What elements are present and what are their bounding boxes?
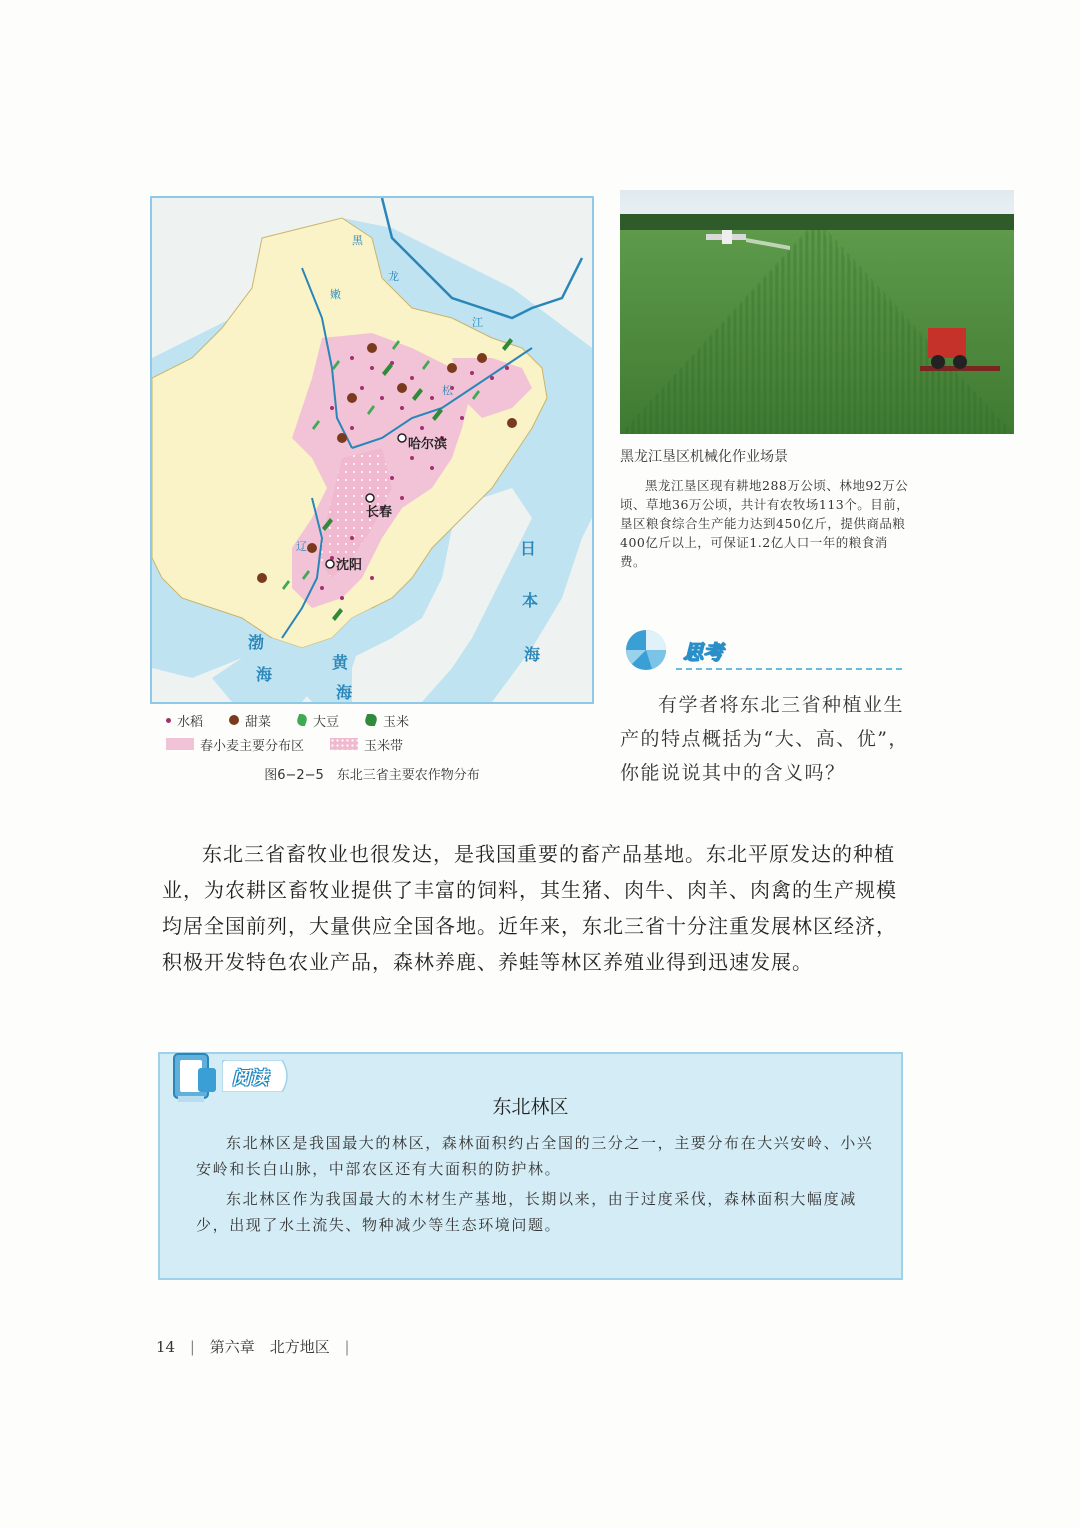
photo-caption: 黑龙江垦区机械化作业场景 xyxy=(620,449,788,465)
legend-soybean-label: 大豆 xyxy=(313,714,340,730)
legend-row-2 xyxy=(166,732,596,756)
legend-soybean xyxy=(297,711,339,730)
changchun-marker xyxy=(366,494,374,502)
huanghai-label-1: 黄 xyxy=(332,653,349,672)
legend-wheat-label: 春小麦主要分布区 xyxy=(200,738,305,754)
heilongjiang-label-3: 江 xyxy=(472,316,483,329)
shenyang-label: 沈阳 xyxy=(336,558,363,573)
legend-corn-label: 玉米 xyxy=(383,714,410,730)
think-question: 有学者将东北三省种植业生产的特点概括为“大、高、优”，你能说说其中的含义吗？ xyxy=(620,694,909,784)
legend-wheat-area xyxy=(166,735,304,754)
japan-sea-label-3: 海 xyxy=(524,645,541,664)
japan-sea-label-2: 本 xyxy=(522,591,539,610)
soybean-leaf-icon xyxy=(295,714,309,726)
farm-photo-graphic xyxy=(620,190,1014,434)
photo-description: 黑龙江垦区现有耕地288万公顷、林地92万公顷、草地36万公顷，共计有农牧场113个。目前，垦区粮食综合生产能力达到450亿斤，提供商品粮400亿斤以上，可保证1.2亿人口一年的粮食消费。 xyxy=(620,478,910,569)
harbin-marker xyxy=(398,434,406,442)
think-pie-icon xyxy=(622,626,670,674)
songhuajiang-label: 松 xyxy=(442,384,453,397)
corn-leaf-icon xyxy=(363,714,379,726)
map-legend xyxy=(166,708,596,762)
heilongjiang-label-2: 龙 xyxy=(388,270,399,283)
reading-paragraph-2: 东北林区作为我国最大的木材生产基地，长期以来，由于过度采伐，森林面积大幅度减少，出现了水土流失、物种减少等生态环境问题。 xyxy=(196,1190,857,1234)
map-caption: 图6−2−5 东北三省主要农作物分布 xyxy=(264,768,480,783)
page-footer xyxy=(156,1336,360,1357)
legend-beet xyxy=(229,711,271,730)
legend-corn-belt xyxy=(330,735,403,754)
liaohe-label: 辽 xyxy=(296,540,307,553)
footer-separator-left: | xyxy=(189,1338,195,1356)
legend-rice-label: 水稻 xyxy=(177,714,204,730)
harbin-label: 哈尔滨 xyxy=(408,437,448,452)
tractor-icon xyxy=(928,328,966,358)
legend-corn xyxy=(365,711,409,730)
reading-paragraph-1: 东北林区是我国最大的林区，森林面积约占全国的三分之一，主要分布在大兴安岭、小兴安岭和长白山脉，中部农区还有大面积的防护林。 xyxy=(196,1134,874,1178)
reading-tab-label: 阅读 xyxy=(232,1068,268,1089)
think-divider xyxy=(676,668,902,670)
shenyang-marker xyxy=(326,560,334,568)
japan-sea-label-1: 日 xyxy=(520,539,537,558)
huanghai-label-2: 海 xyxy=(336,683,353,702)
farm-photo xyxy=(620,190,1014,434)
legend-row-1 xyxy=(166,708,596,732)
bohai-label-1: 渤 xyxy=(248,633,265,652)
corn-belt-swatch xyxy=(330,738,358,750)
think-title: 思考 xyxy=(683,640,723,664)
legend-beet-label: 甜菜 xyxy=(245,714,272,730)
bohai-label-2: 海 xyxy=(256,665,273,684)
chapter-title: 第六章 北方地区 xyxy=(209,1338,330,1356)
legend-corn-belt-label: 玉米带 xyxy=(364,738,404,754)
page-number: 14 xyxy=(156,1338,176,1356)
body-paragraph: 东北三省畜牧业也很发达，是我国重要的畜产品基地。东北平原发达的种植业，为农耕区畜牧业提供了丰富的饲料，其生猪、肉牛、肉羊、肉禽的生产规模均居全国前列，大量供应全国各地。近年来，东北三省十分注重发展林区经济，积极开发特色农业产品，森林养鹿、养蛙等林区养殖业得到迅速发展。 xyxy=(162,842,897,974)
reading-title: 东北林区 xyxy=(492,1096,569,1118)
rice-dot-icon xyxy=(166,718,171,723)
map-graphic xyxy=(152,198,592,702)
wheat-swatch xyxy=(166,738,194,750)
heilongjiang-label-1: 黑 xyxy=(352,234,363,247)
crop-distribution-map xyxy=(150,196,594,704)
changchun-label: 长春 xyxy=(366,505,393,520)
nenjiang-label: 嫩 xyxy=(330,288,341,301)
footer-separator-right: | xyxy=(344,1338,350,1356)
beet-icon xyxy=(229,715,239,725)
legend-rice xyxy=(166,711,203,730)
